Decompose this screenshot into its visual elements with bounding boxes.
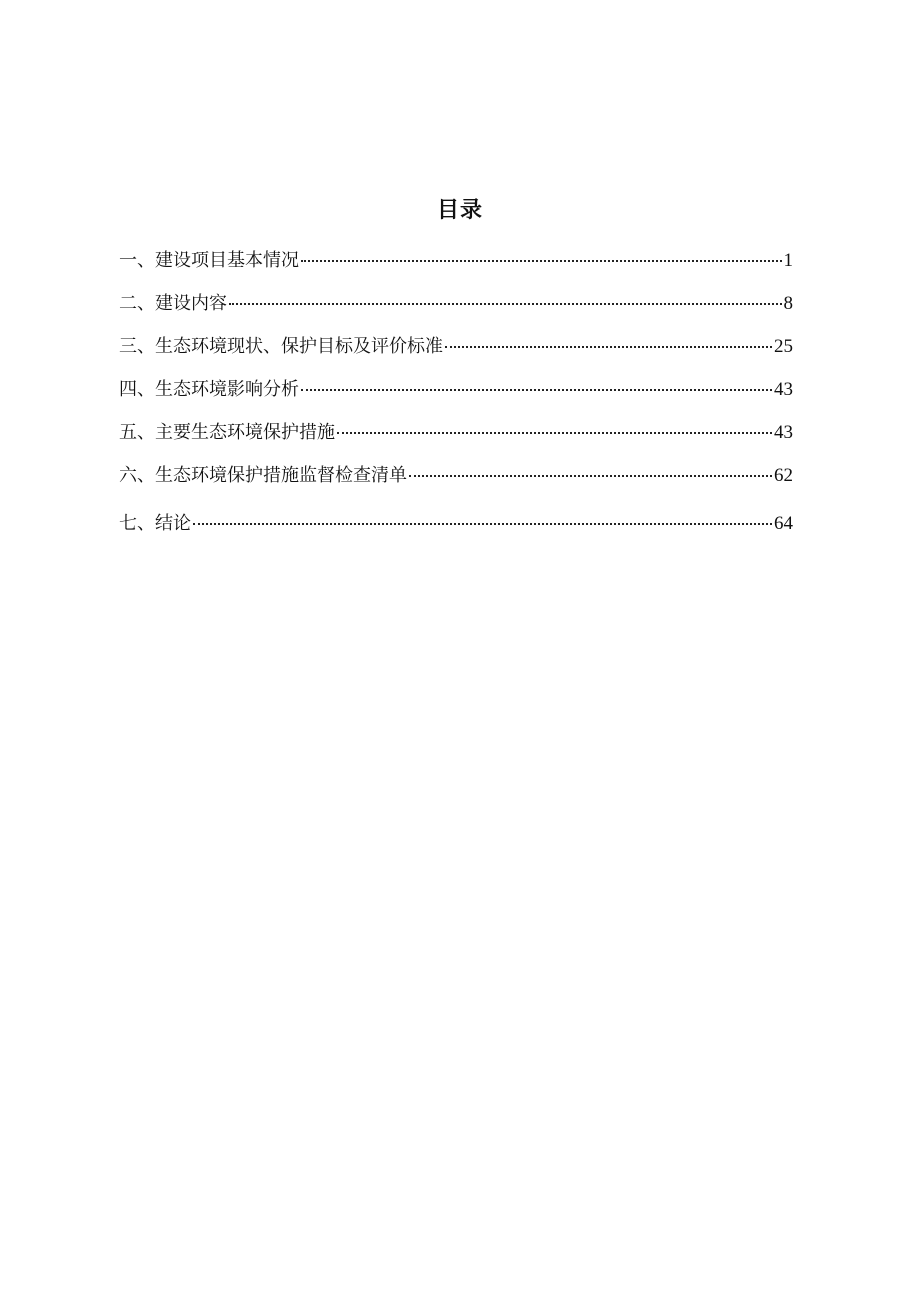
dot-leader bbox=[337, 432, 772, 434]
dot-leader bbox=[193, 523, 772, 525]
toc-title: 目录 bbox=[436, 198, 483, 223]
toc-entry[interactable] bbox=[119, 289, 793, 319]
toc-entry[interactable] bbox=[119, 375, 793, 405]
toc-entry[interactable] bbox=[119, 461, 793, 491]
toc-entry-page-number: 64 bbox=[774, 513, 793, 534]
toc-entry[interactable] bbox=[119, 509, 793, 539]
toc-entry-label: 五、主要生态环境保护措施 bbox=[119, 422, 335, 443]
toc-entry[interactable] bbox=[119, 418, 793, 448]
table-of-contents bbox=[119, 246, 793, 539]
toc-entry-label: 七、结论 bbox=[119, 513, 191, 534]
toc-entry-label: 一、建设项目基本情况 bbox=[119, 250, 299, 271]
dot-leader bbox=[445, 346, 772, 348]
toc-entry-page-number: 1 bbox=[783, 250, 793, 271]
dot-leader bbox=[409, 475, 772, 477]
toc-entry-page-number: 8 bbox=[783, 293, 793, 314]
toc-entry-label: 三、生态环境现状、保护目标及评价标准 bbox=[119, 336, 443, 357]
toc-entry-page-number: 43 bbox=[774, 379, 793, 400]
toc-entry-page-number: 43 bbox=[774, 422, 793, 443]
dot-leader bbox=[301, 389, 772, 391]
toc-entry[interactable] bbox=[119, 246, 793, 276]
toc-entry[interactable] bbox=[119, 332, 793, 362]
dot-leader bbox=[229, 303, 782, 305]
dot-leader bbox=[301, 260, 782, 262]
toc-entry-page-number: 25 bbox=[774, 336, 793, 357]
toc-entry-label: 二、建设内容 bbox=[119, 293, 227, 314]
toc-entry-label: 四、生态环境影响分析 bbox=[119, 379, 299, 400]
toc-entry-page-number: 62 bbox=[774, 465, 793, 486]
toc-entry-label: 六、生态环境保护措施监督检查清单 bbox=[119, 465, 407, 486]
